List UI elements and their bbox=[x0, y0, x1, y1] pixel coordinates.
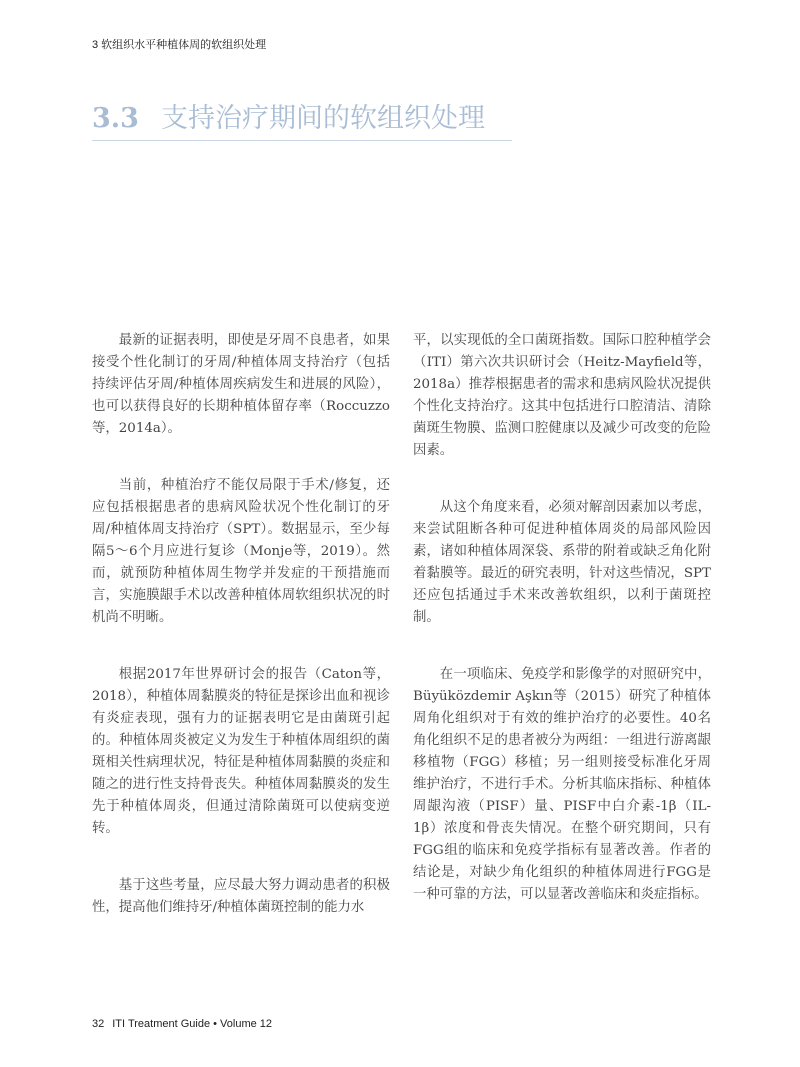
paragraph: 基于这些考量，应尽最大努力调动患者的积极性，提高他们维持牙/种植体菌斑控制的能力水 bbox=[92, 878, 390, 915]
paragraph: 在一项临床、免疫学和影像学的对照研究中，Büyüközdemir Aşkın等（2015）研究了种植体周角化组织对于有效的维护治疗的必要性。40名角化组织不足的患者被分为两组：一组进行游离龈移植物（FGG）移植；另一组则接受标准化牙周维护治疗，不进行手术。分析其临床指标、种植体周龈沟液（PISF）量、PISF中白介素-1β（IL-1β）浓度和骨丧失情况。在整个研究期间，只有FGG组的临床和免疫学指标有显著改善。作者的结论是，对缺少角化组织的种植体周进行FGG是一种可靠的方法，可以显著改善临床和炎症指标。 bbox=[413, 667, 711, 902]
section-heading bbox=[92, 96, 485, 135]
left-column bbox=[92, 330, 390, 954]
paragraph: 当前，种植治疗不能仅局限于手术/修复，还应包括根据患者的患病风险状况个性化制订的牙周/种植体周支持治疗（SPT）。数据显示，至少每隔5～6个月应进行复诊（Monje等，2019）。然而，就预防种植体周生物学并发症的干预措施而言，实施膜龈手术以改善种植体周软组织状况的时机尚不明晰。 bbox=[92, 478, 390, 625]
paragraph: 平，以实现低的全口菌斑指数。国际口腔种植学会（ITI）第六次共识研讨会（Heitz-Mayfield等，2018a）推荐根据患者的需求和患病风险状况提供个性化支持治疗。这其中包括进行口腔清洁、清除菌斑生物膜、监测口腔健康以及减少可改变的危险因素。 bbox=[413, 333, 711, 458]
publication-name: ITI Treatment Guide • Volume 12 bbox=[112, 1018, 273, 1030]
running-header: 3 软组织水平种植体周的软组织处理 bbox=[92, 39, 267, 51]
section-number: 3.3 bbox=[92, 103, 139, 134]
paragraph: 最新的证据表明，即使是牙周不良患者，如果接受个性化制订的牙周/种植体周支持治疗（包括持续评估牙周/种植体周疾病发生和进展的风险），也可以获得良好的长期种植体留存率（Roccuzzo等，2014a）。 bbox=[92, 333, 390, 436]
paragraph: 根据2017年世界研讨会的报告（Caton等，2018），种植体周黏膜炎的特征是探诊出血和视诊有炎症表现，强有力的证据表明它是由菌斑引起的。种植体周炎被定义为发生于种植体周组织的菌斑相关性病理状况，特征是种植体周黏膜的炎症和随之的进行性支持骨丧失。种植体周黏膜炎的发生先于种植体周炎，但通过清除菌斑可以使病变逆转。 bbox=[92, 667, 390, 836]
right-column bbox=[413, 330, 711, 941]
paragraph: 从这个角度来看，必须对解剖因素加以考虑，来尝试阻断各种可促进种植体周炎的局部风险因素，诸如种植体周深袋、系带的附着或缺乏角化附着黏膜等。最近的研究表明，针对这些情况，SPT还应包括通过手术来改善软组织，以利于菌斑控制。 bbox=[413, 500, 711, 625]
title-underline bbox=[92, 140, 512, 141]
section-title: 支持治疗期间的软组织处理 bbox=[160, 103, 485, 134]
page-number: 32 bbox=[92, 1018, 105, 1030]
page-footer bbox=[92, 1018, 272, 1030]
